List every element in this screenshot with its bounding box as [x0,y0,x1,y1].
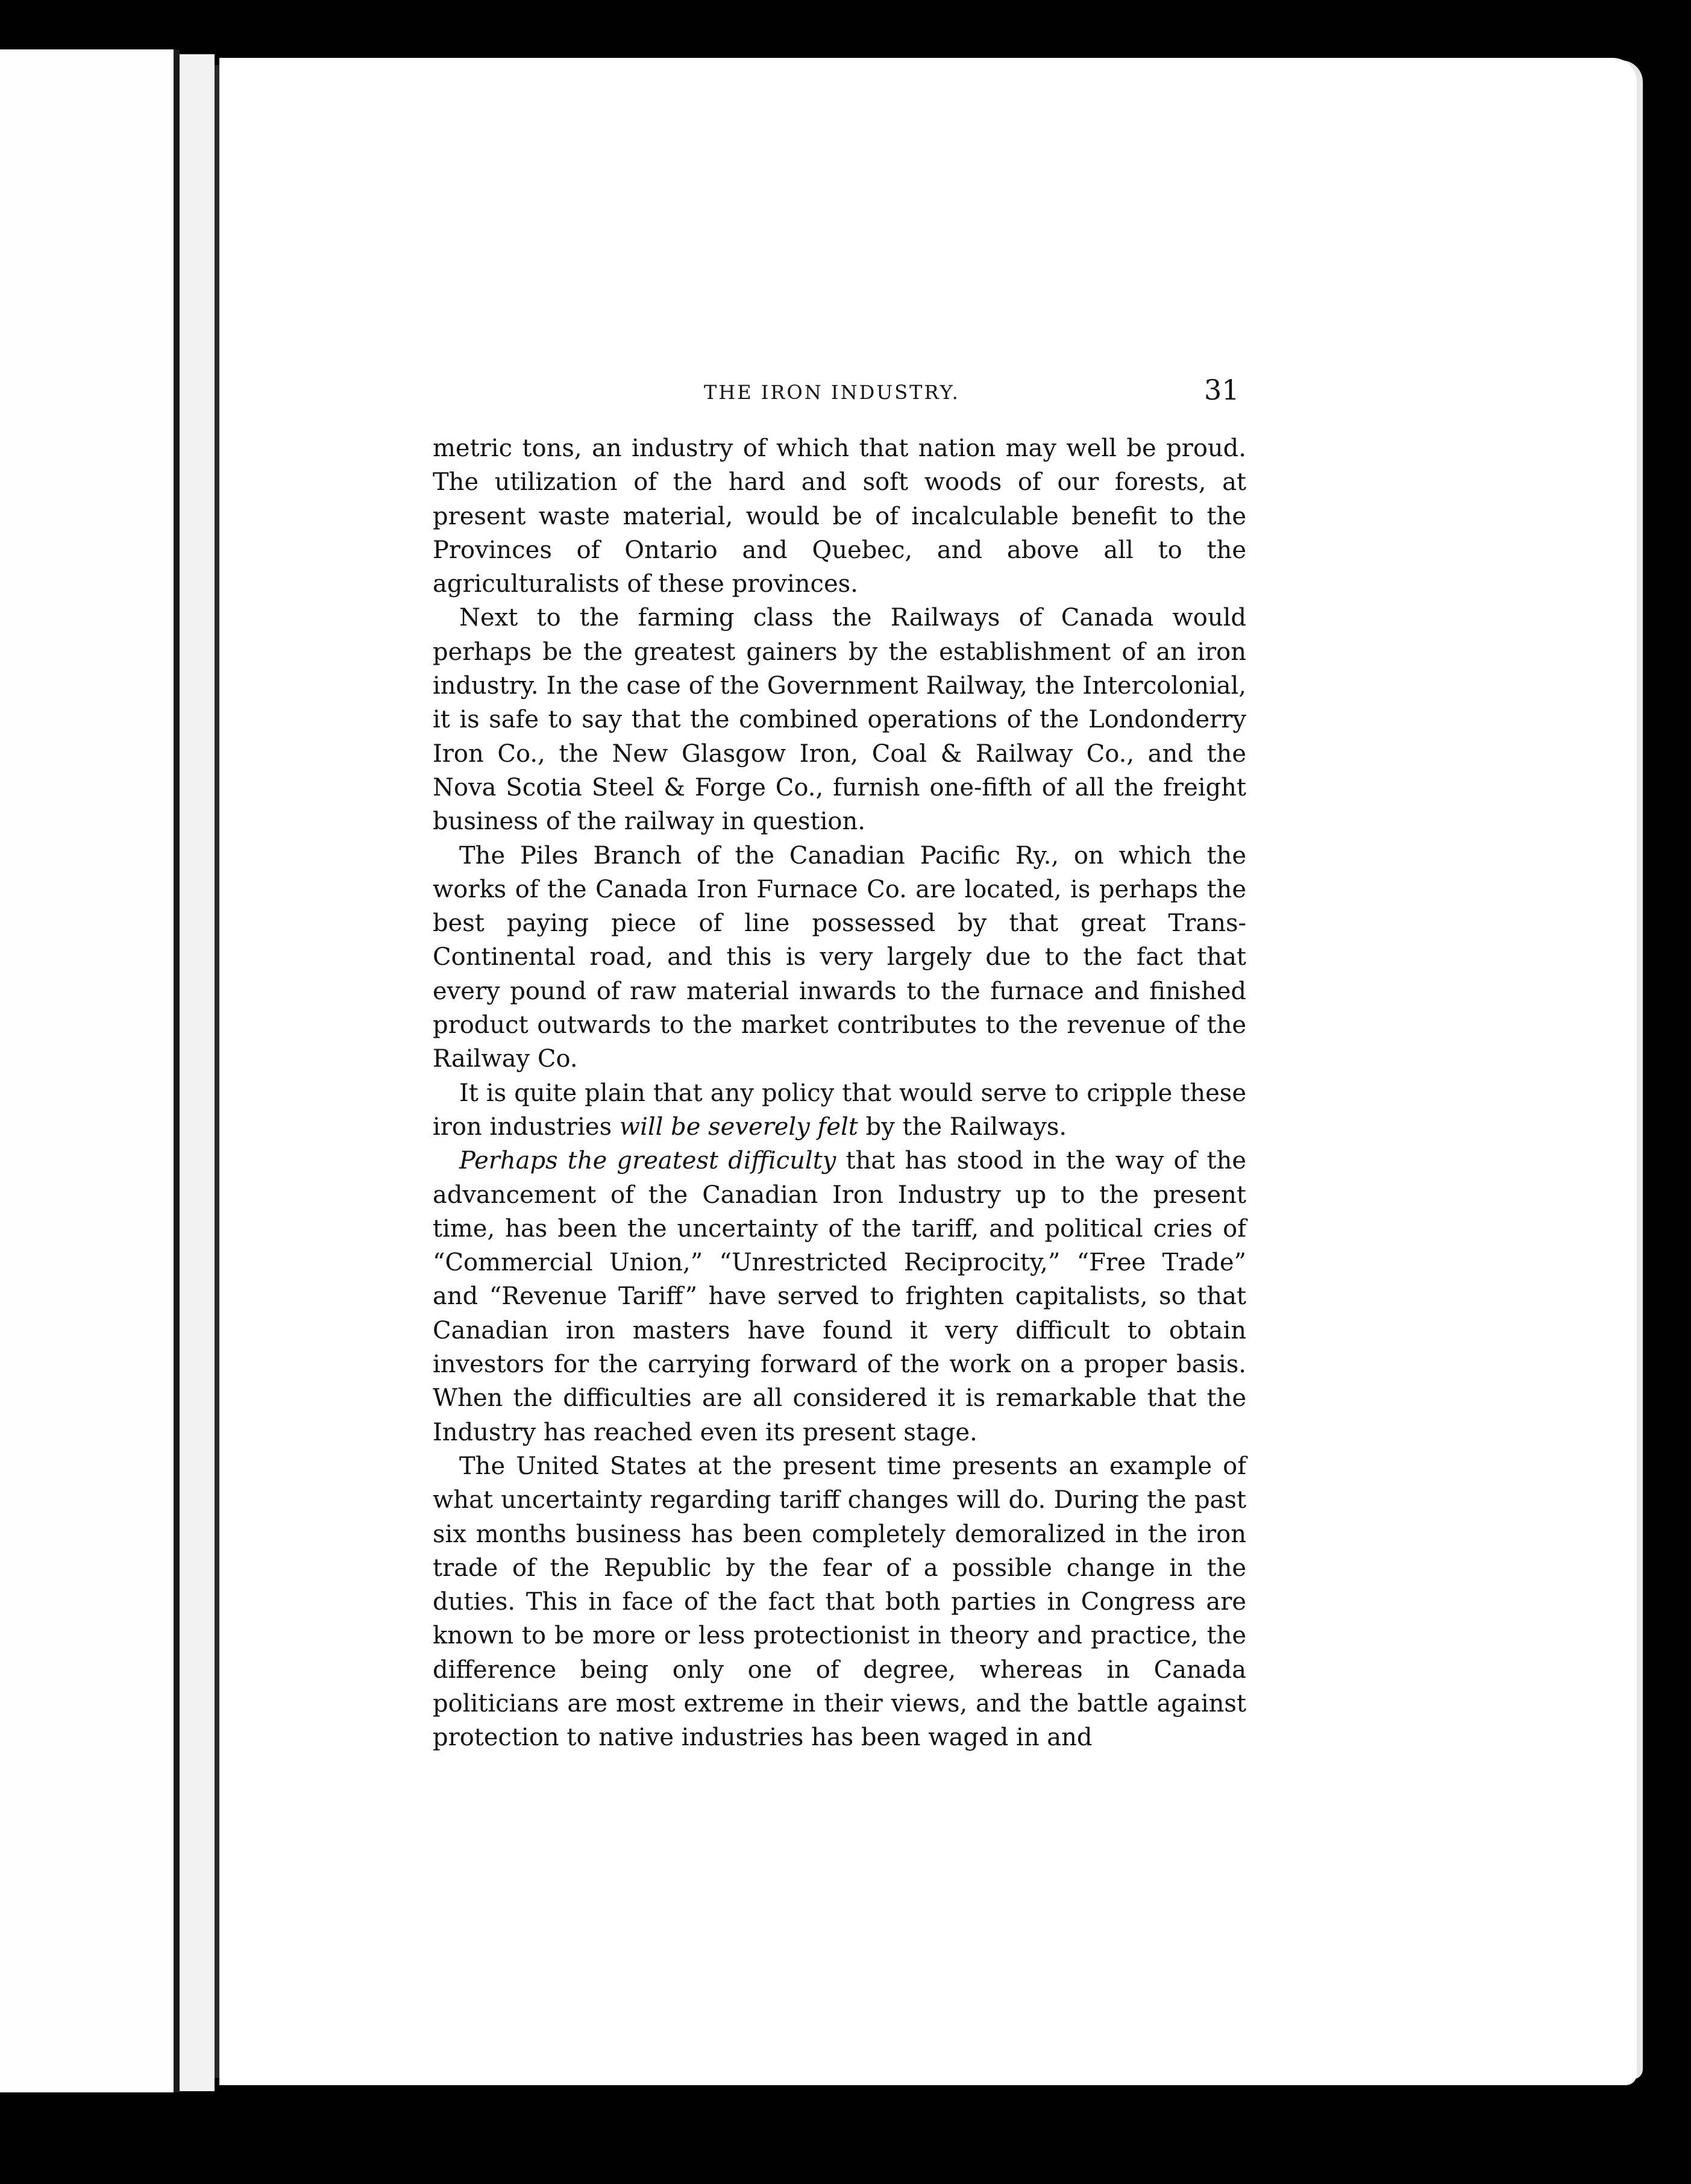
paragraph-4 [433,1076,1246,1144]
binding-edge [215,65,219,2078]
running-head: THE IRON INDUSTRY. [704,381,960,404]
page-number: 31 [1204,374,1240,406]
binding-shadow [180,54,215,2091]
binding-gutter [0,49,180,2092]
body-text [433,431,1246,1755]
paragraph-1: metric tons, an industry of which that nation may well be proud. The utilization of the hard and soft woods of our forests, at present waste material, would be of incalculable benefit to the Provinces of Ontario and Quebec, and above all to the agriculturalists of these provinces. [433,435,1246,598]
paragraph-4-end: by the Railways. [858,1112,1067,1141]
paragraph-2: Next to the farming class the Railways of Canada would perhaps be the greatest gainers by the establishment of an iron industry. In the case of the Government Railway, the Intercolonial, it is safe to say that the combined operations of the Londonderry Iron Co., the New Glasgow Iron, Coal & Railway Co., and the Nova Scotia Steel & Forge Co., furnish one-fifth of all the freight business of the railway in question. [433,604,1246,836]
paragraph-3: The Piles Branch of the Canadian Pacific Ry., on which the works of the Canada Iron Furnace Co. are located, is perhaps the best paying piece of line possessed by that great Trans-Continental road, and this is very largely due to the fact that every pound of raw material inwards to the furnace and finished product outwards to the market contributes to the revenue of the Railway Co. [433,841,1246,1073]
paragraph-4-text: It is quite plain that any policy that would serve to cripple these iron industries [433,1079,1246,1141]
paragraph-6: The United States at the present time presents an example of what uncertainty regarding tariff changes will do. During the past six months business has been completely demoralized in the iron trade of the Republic by the fear of a possible change in the duties. This in face of the fact that both parties in Congress are known to be more or less protectionist in theory and practice, the difference being only one of degree, whereas in Canada politicians are most extreme in their views, and the battle against protection to native industries has been waged in and [433,1452,1246,1752]
paragraph-4-emphasis: will be severely felt [619,1112,858,1141]
paragraph-5-emphasis: Perhaps the greatest difficulty [459,1147,836,1175]
paragraph-5 [433,1144,1246,1449]
paragraph-5-text: that has stood in the way of the advancement of the Canadian Iron Industry up to the present time, has been the uncertainty of the tariff, and political cries of “Commercial Union,” “Unrestricted Reciprocity,” “Free Trade” and “Revenue Tariff” have served to frighten capitalists, so that Canadian iron masters have found it very difficult to obtain investors for the carrying forward of the work on a proper basis. When the difficulties are all considered it is remarkable that the Industry has reached even its present stage. [433,1147,1246,1446]
